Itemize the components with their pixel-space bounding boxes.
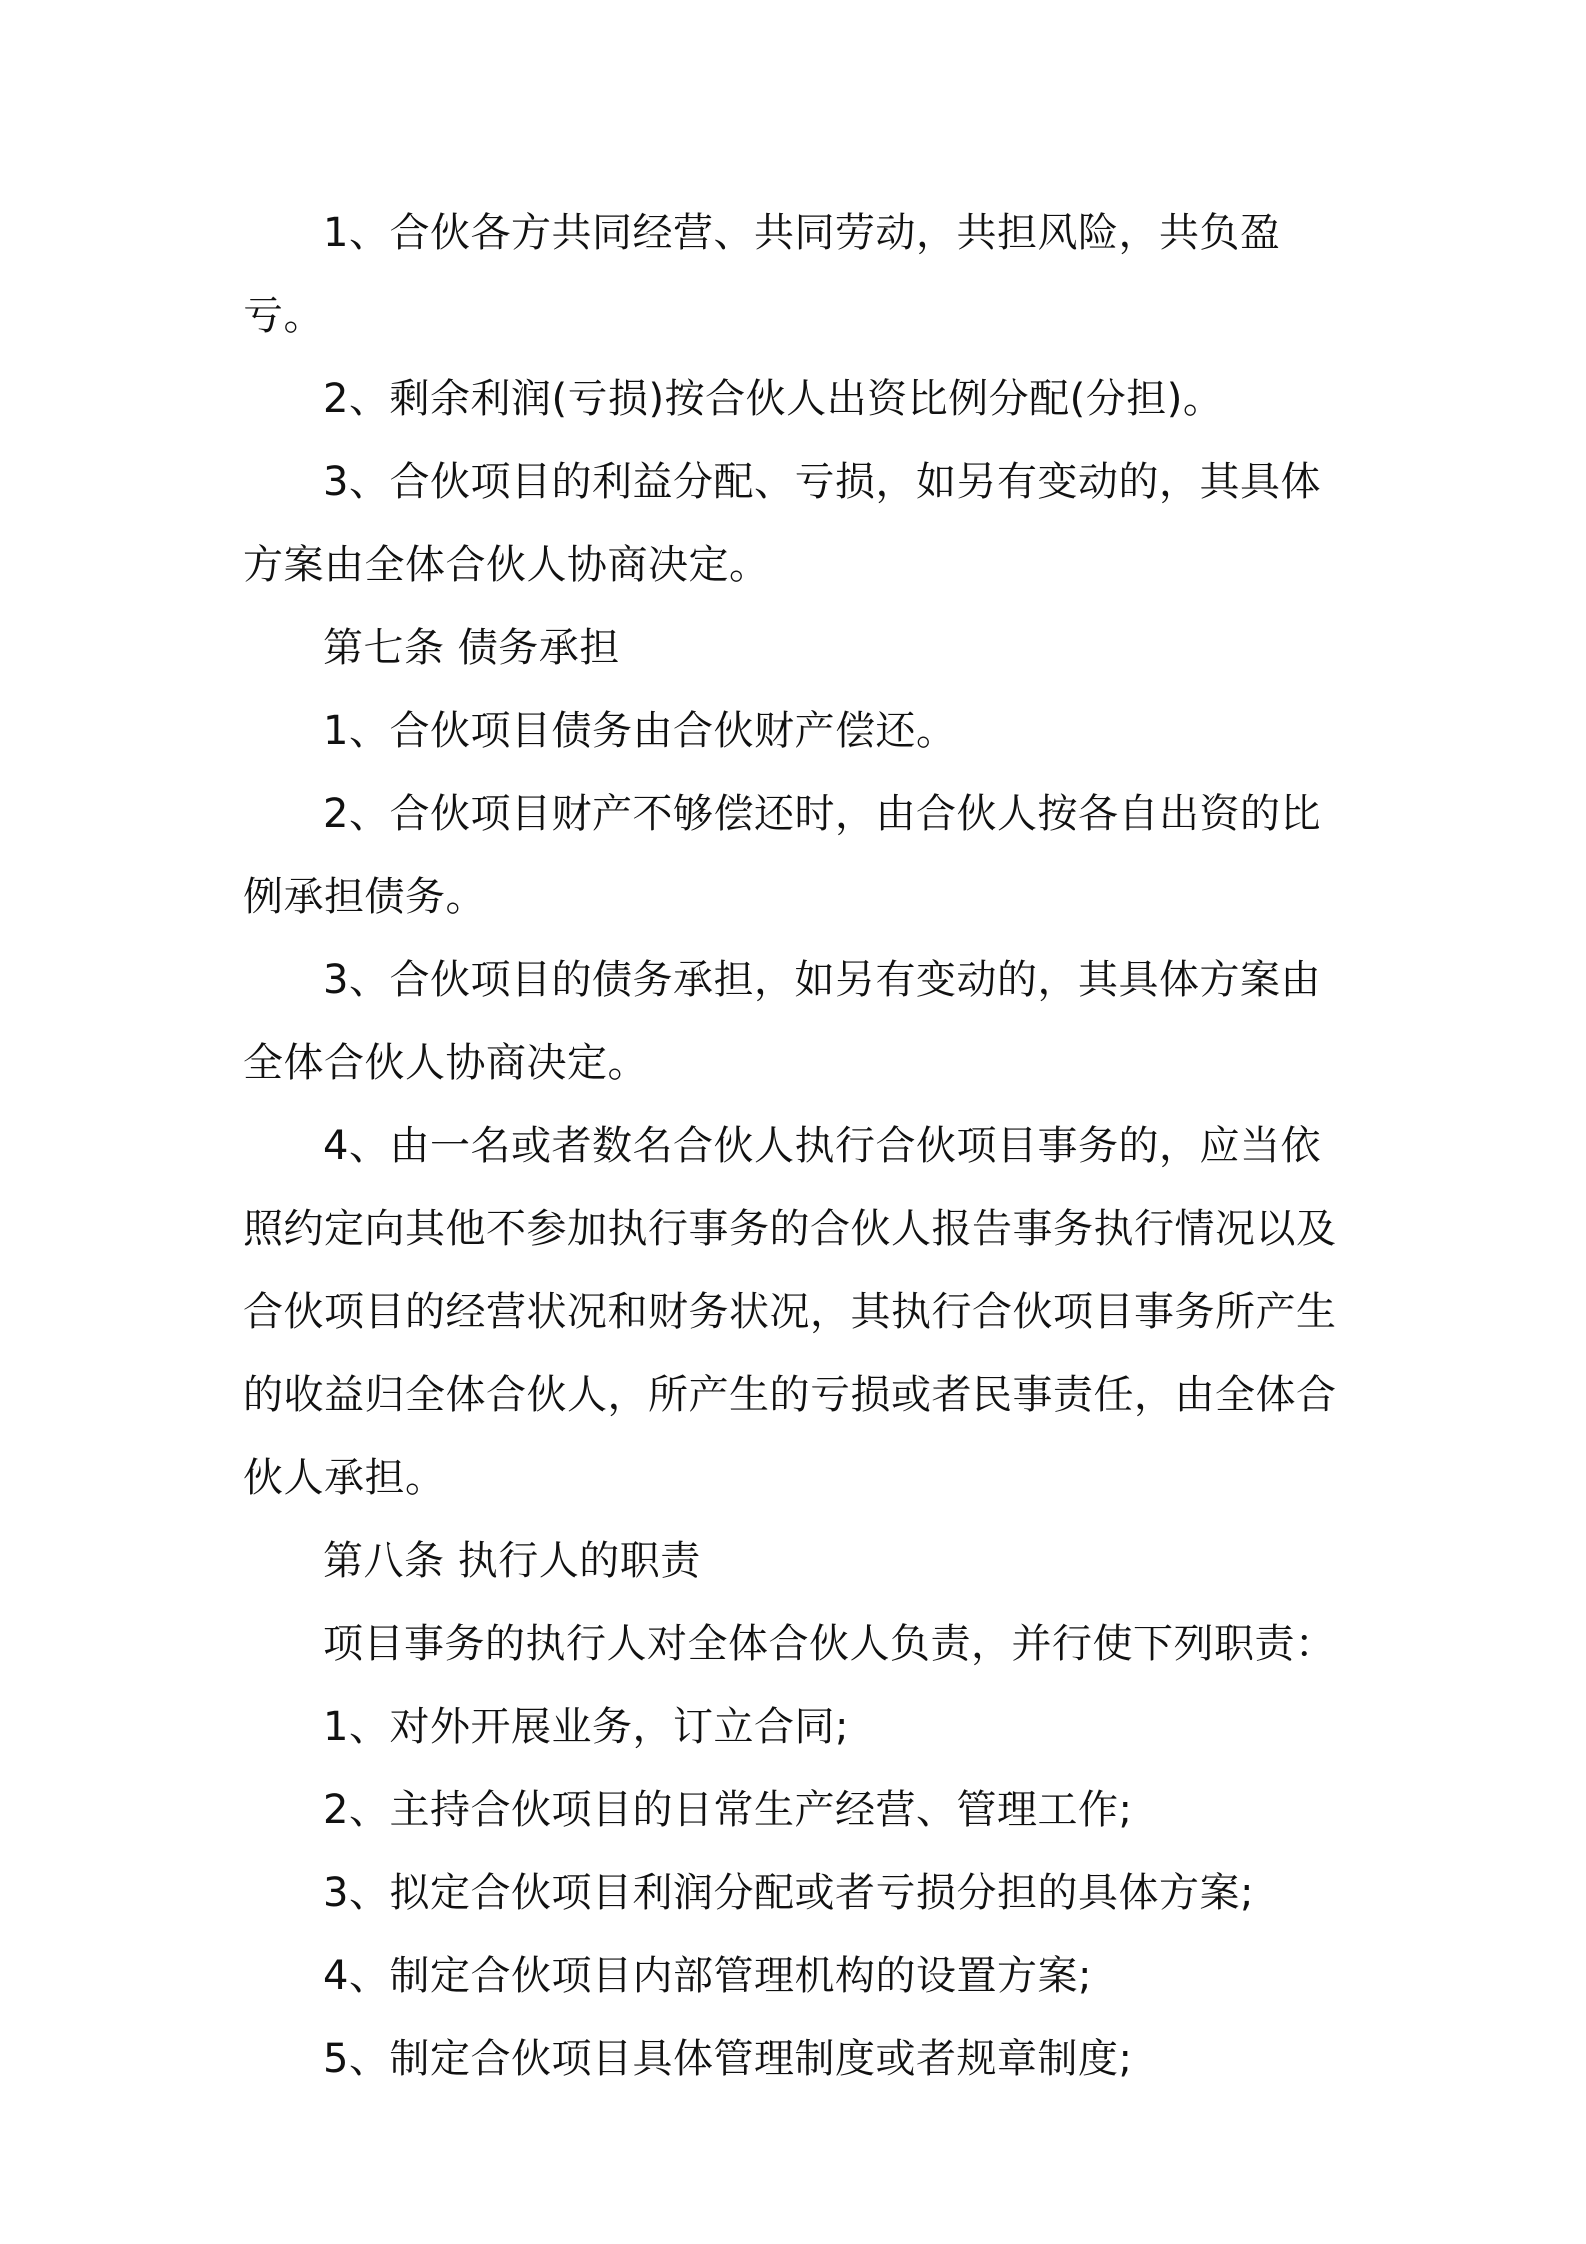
profit-clause-2: 2、剩余利润(亏损)按合伙人出资比例分配(分担)。: [323, 376, 1224, 422]
debt-clause-1: 1、合伙项目债务由合伙财产偿还。: [323, 708, 957, 754]
document-body: [243, 192, 1361, 2101]
article-7-heading: 第七条 债务承担: [323, 625, 620, 671]
debt-clause-3: 3、合伙项目的债务承担，如另有变动的，其具体方案由全体合伙人协商决定。: [243, 957, 1321, 1086]
duty-item-1: 1、对外开展业务，订立合同;: [323, 1704, 849, 1750]
duty-item-5: 5、制定合伙项目具体管理制度或者规章制度;: [323, 2036, 1133, 2082]
duty-item-3: 3、拟定合伙项目利润分配或者亏损分担的具体方案;: [323, 1870, 1254, 1916]
debt-clause-2: 2、合伙项目财产不够偿还时，由合伙人按各自出资的比例承担债务。: [243, 791, 1321, 920]
duty-item-4: 4、制定合伙项目内部管理机构的设置方案;: [323, 1953, 1092, 1999]
article-8-heading: 第八条 执行人的职责: [323, 1538, 701, 1584]
duty-item-2: 2、主持合伙项目的日常生产经营、管理工作;: [323, 1787, 1133, 1833]
profit-clause-3: 3、合伙项目的利益分配、亏损，如另有变动的，其具体方案由全体合伙人协商决定。: [243, 459, 1321, 588]
profit-clause-1: 1、合伙各方共同经营、共同劳动，共担风险，共负盈亏。: [243, 210, 1281, 339]
duties-intro: 项目事务的执行人对全体合伙人负责，并行使下列职责：: [323, 1621, 1336, 1667]
debt-clause-4: 4、由一名或者数名合伙人执行合伙项目事务的，应当依照约定向其他不参加执行事务的合伙人报告事务执行情况以及合伙项目的经营状况和财务状况，其执行合伙项目事务所产生的收益归全体合伙人，所产生的亏损或者民事责任，由全体合伙人承担。: [243, 1123, 1337, 1501]
